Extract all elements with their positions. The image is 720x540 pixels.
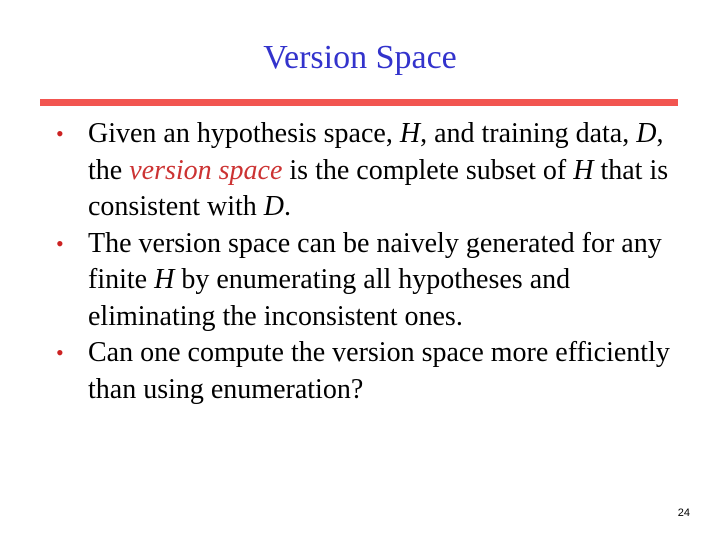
bullet-icon: • [56,230,64,256]
bullet-item [56,116,676,226]
bullet-icon: • [56,340,64,365]
bullet-text [88,118,668,222]
highlighted-term: version space [129,154,283,186]
text-segment: H [154,264,175,295]
bullet-item [56,226,676,336]
text-segment: D [636,118,657,149]
bullet-list [56,116,676,408]
slide-title: Version Space [263,39,457,76]
text-segment: , and training data, [420,118,637,149]
text-segment: . [284,191,291,222]
bullet-text [88,337,670,405]
bullet-text [88,228,662,332]
text-segment: is the complete subset of [282,154,574,186]
text-segment: Can one compute the version space more efficiently than using enumeration? [88,337,670,405]
page-number: 24 [677,507,690,519]
text-segment: The version space can be naively generated for any finite [88,227,662,295]
bullet-item [56,335,676,408]
text-segment: H [573,154,594,186]
text-segment: that is consistent with [88,154,669,222]
title-divider [40,99,678,106]
text-segment: D [263,191,284,222]
text-segment: , the [88,118,664,186]
text-segment: H [399,118,421,149]
text-segment: by enumerating all hypotheses and eliminating the inconsistent ones. [88,264,571,332]
bullet-icon: • [56,121,64,146]
text-segment: Given an hypothesis space, [88,118,400,149]
